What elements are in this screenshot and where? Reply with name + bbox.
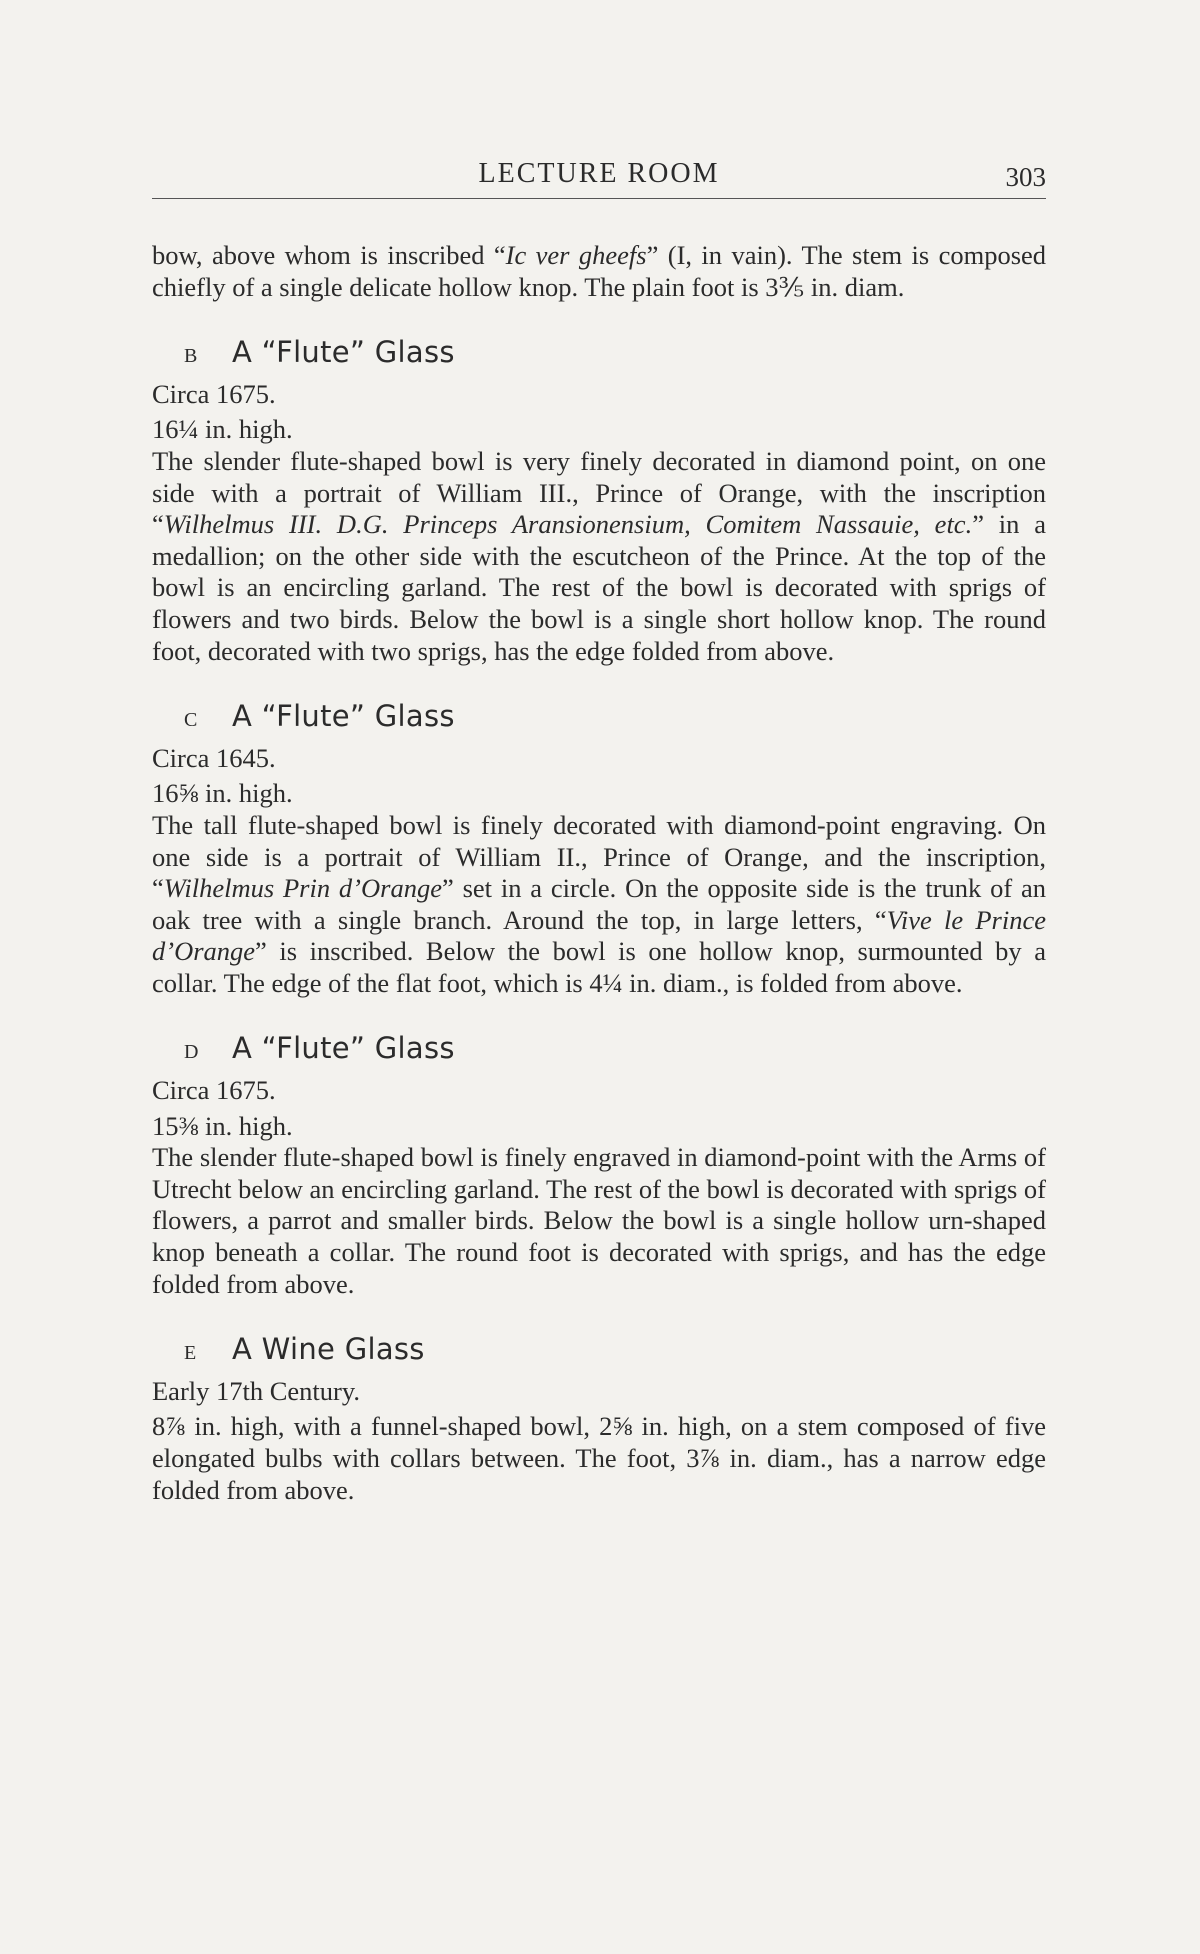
desc-text: The slender flute-shaped bowl is very finely decorated in diamond point, on one side with a portrait of William III., Prince of Orange, with the inscription “ bbox=[152, 445, 1046, 540]
entry-date: Circa 1675. bbox=[152, 1075, 276, 1106]
entry-e bbox=[152, 1334, 1046, 1506]
entry-height: 16⅝ in. high. bbox=[152, 778, 293, 809]
intro-paragraph bbox=[152, 240, 1046, 303]
entry-letter: E bbox=[184, 1342, 198, 1365]
desc-text: The slender flute-shaped bowl is finely engraved in diamond-point with the Arms of Utrecht below an encircling garland. The rest of the bowl is decorated with sprigs of flowers, a parrot and smaller birds. Below the bowl is a single hollow urn-shaped knop beneath a collar. The round foot is decorated with sprigs, and has the edge folded from above. bbox=[152, 1142, 1046, 1299]
entry-description bbox=[152, 810, 1046, 1000]
entry-date: Circa 1675. bbox=[152, 378, 276, 409]
entry-letter: D bbox=[184, 1041, 200, 1064]
entry-letter: B bbox=[184, 345, 199, 368]
entry-date: Early 17th Century. bbox=[152, 1375, 361, 1406]
desc-italic: Wilhelmus III. D.G. Princeps Aransionensium, Comitem Nassauie, etc. bbox=[163, 509, 973, 540]
entry-b bbox=[152, 337, 1046, 667]
entry-d bbox=[152, 1033, 1046, 1300]
desc-text: 8⅞ in. high, with a funnel-shaped bowl, 2⅝ in. high, on a stem composed of five elongated bulbs with collars between. The foot, 3⅞ in. diam., has a narrow edge folded from above. bbox=[152, 1411, 1046, 1505]
desc-italic: Wilhelmus Prin d’Orange bbox=[163, 873, 442, 904]
entry-title: A “Flute” Glass bbox=[232, 1031, 455, 1066]
intro-text-end: ” (I, in vain). The stem is composed chiefly of a single delicate hollow knop. The plain foot is 3⅗ in. diam. bbox=[152, 240, 1047, 302]
desc-italic-2: Vive le Prince d’Orange bbox=[152, 904, 1046, 967]
entry-title: A “Flute” Glass bbox=[232, 335, 455, 370]
entry-height: 16¼ in. high. bbox=[152, 414, 293, 445]
entry-letter: C bbox=[184, 709, 199, 732]
entry-c bbox=[152, 701, 1046, 999]
page-number: 303 bbox=[1005, 162, 1046, 192]
entry-title: A Wine Glass bbox=[232, 1332, 425, 1367]
intro-italic: Ic ver gheefs bbox=[505, 240, 647, 270]
intro-text: bow, above whom is inscribed “ bbox=[152, 240, 506, 270]
entry-heading bbox=[152, 337, 1046, 373]
entry-height: 15⅜ in. high. bbox=[152, 1110, 293, 1141]
page-header bbox=[152, 150, 1046, 199]
entry-heading bbox=[152, 1033, 1046, 1069]
entry-description bbox=[152, 446, 1046, 667]
desc-text: The tall flute-shaped bowl is finely decorated with diamond-point engraving. On one side is a portrait of William II., Prince of Orange, and the inscription, “ bbox=[152, 809, 1046, 904]
desc-text-end: ” in a medallion; on the other side with the escutcheon of the Prince. At the top of the bowl is an encircling garland. The rest of the bowl is decorated with sprigs of flowers and two birds. Below the bowl is a single short hollow knop. The round foot, decorated with two sprigs, has the edge folded from above. bbox=[152, 509, 1046, 666]
desc-text-end: ” is inscribed. Below the bowl is one hollow knop, surmounted by a collar. The edge of the flat foot, which is 4¼ in. diam., is folded from above. bbox=[152, 936, 1046, 998]
page-content bbox=[152, 240, 1046, 1506]
entry-title: A “Flute” Glass bbox=[232, 699, 455, 734]
entry-description bbox=[152, 1142, 1046, 1300]
entry-description bbox=[152, 1411, 1046, 1506]
entry-heading bbox=[152, 701, 1046, 737]
desc-text-mid: ” set in a circle. On the opposite side is the trunk of an oak tree with a single branch. Around the top, in large letters, “ bbox=[152, 873, 1047, 935]
entry-date: Circa 1645. bbox=[152, 742, 276, 773]
running-title: LECTURE ROOM bbox=[478, 158, 720, 189]
entry-heading bbox=[152, 1334, 1046, 1370]
